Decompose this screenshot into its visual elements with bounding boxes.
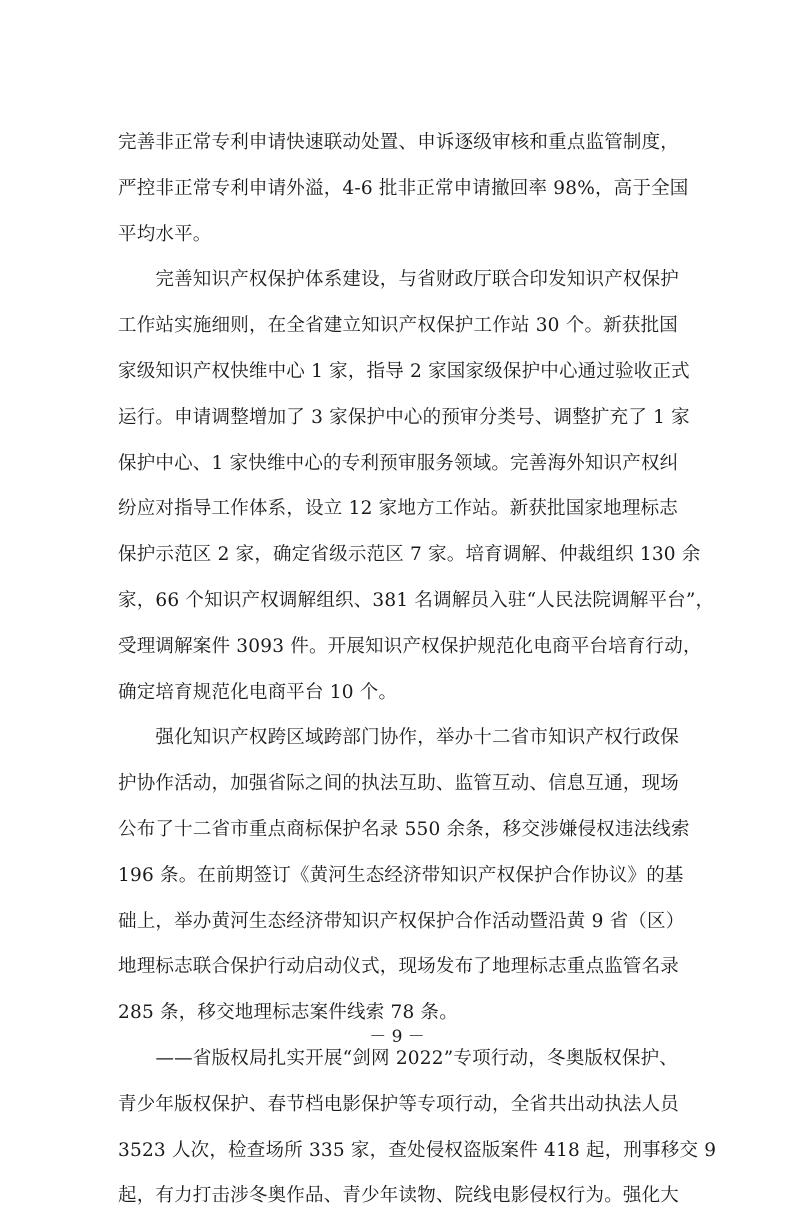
text-line: 完善知识产权保护体系建设，与省财政厅联合印发知识产权保护 [118, 269, 680, 291]
text-line: 285 条，移交地理标志案件线索 78 条。 [118, 1002, 458, 1024]
text-line: 完善非正常专利申请快速联动处置、申诉逐级审核和重点监管制度， [118, 132, 680, 153]
text-line: 确定培育规范化电商平台 10 个。 [118, 681, 398, 703]
document-body [118, 120, 717, 1219]
text-line: 青少年版权保护、春节档电影保护等专项行动，全省共出动执法人员 [118, 1093, 680, 1115]
text-line: 础上，举办黄河生态经济带知识产权保护合作活动暨沿黄 9 省（区） [118, 910, 685, 932]
text-line: 家，66 个知识产权调解组织、381 名调解员入驻“人民法院调解平台”， [118, 589, 715, 611]
text-line: 护协作活动，加强省际之间的执法互助、监管互动、信息互通，现场 [118, 773, 680, 795]
text-line: 196 条。在前期签订《黄河生态经济带知识产权保护合作协议》的基 [118, 864, 684, 886]
page-number: － 9 － [369, 1027, 425, 1047]
text-line: 受理调解案件 3093 件。开展知识产权保护规范化电商平台培育行动， [118, 635, 702, 657]
text-line: 保护示范区 2 家，确定省级示范区 7 家。培育调解、仲裁组织 130 余 [118, 544, 701, 566]
text-line: 保护中心、1 家快维中心的专利预审服务领域。完善海外知识产权纠 [118, 452, 679, 474]
text-line: 工作站实施细则，在全省建立知识产权保护工作站 30 个。新获批国 [118, 315, 678, 337]
text-line: 强化知识产权跨区域跨部门协作，举办十二省市知识产权行政保 [118, 727, 680, 749]
text-line: 地理标志联合保护行动启动仪式，现场发布了地理标志重点监管名录 [118, 956, 680, 978]
text-line: 起，有力打击涉冬奥作品、青少年读物、院线电影侵权行为。强化大 [118, 1185, 680, 1207]
text-line: 纷应对指导工作体系，设立 12 家地方工作站。新获批国家地理标志 [118, 498, 678, 520]
text-line: ——省版权局扎实开展“剑网 2022”专项行动，冬奥版权保护、 [118, 1047, 678, 1069]
text-line: 运行。申请调整增加了 3 家保护中心的预审分类号、调整扩充了 1 家 [118, 406, 690, 428]
text-line: 公布了十二省市重点商标保护名录 550 余条，移交涉嫌侵权违法线索 [118, 818, 690, 840]
text-line: 平均水平。 [118, 223, 212, 245]
text-line: 3523 人次，检查场所 335 家，查处侵权盗版案件 418 起，刑事移交 9 [118, 1139, 717, 1161]
text-line: 严控非正常专利申请外溢，4-6 批非正常申请撤回率 98%，高于全国 [118, 177, 689, 199]
text-line: 家级知识产权快维中心 1 家，指导 2 家国家级保护中心通过验收正式 [118, 360, 690, 382]
